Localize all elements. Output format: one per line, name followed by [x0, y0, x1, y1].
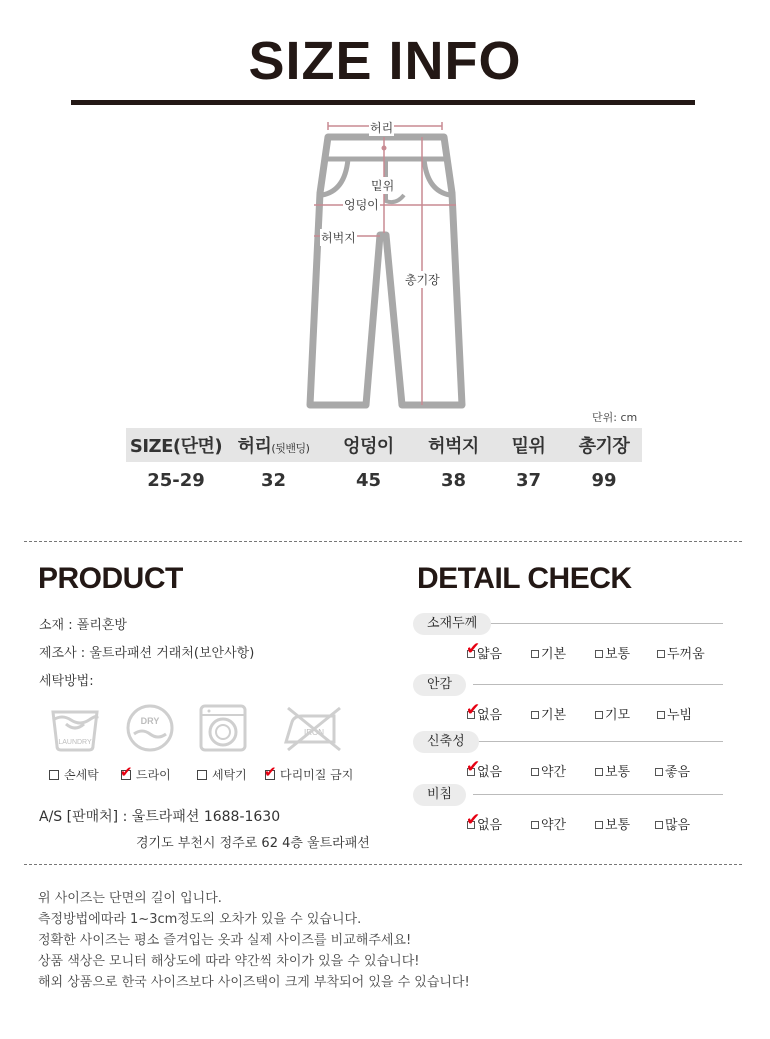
check-icon: ✔	[120, 763, 133, 781]
header-size: SIZE(단면)	[129, 436, 223, 457]
address-text: 경기도 부천시 정주로 62 4층 울트라패션	[136, 836, 370, 851]
diagram-label-rise: 밑위	[371, 179, 395, 193]
detail-option[interactable]: 기본	[531, 704, 566, 723]
check-icon: ✔	[264, 763, 277, 781]
detail-option[interactable]: 보통	[595, 761, 630, 780]
checkbox[interactable]	[466, 639, 481, 659]
checkbox[interactable]	[466, 700, 481, 720]
detail-option[interactable]: 기모	[595, 704, 630, 723]
checkbox[interactable]	[531, 821, 539, 829]
detail-option[interactable]: 많음	[655, 814, 690, 833]
cell-length: 99	[591, 469, 617, 491]
checkbox[interactable]	[595, 650, 603, 658]
checkbox[interactable]	[120, 763, 133, 781]
detail-option[interactable]: ✔ 없음	[466, 810, 503, 833]
detail-option[interactable]: 보통	[595, 643, 630, 662]
checkbox[interactable]	[595, 821, 603, 829]
detail-option[interactable]: ✔ 없음	[466, 700, 503, 723]
detail-option[interactable]: 누빔	[657, 704, 692, 723]
maker-text: 제조사 : 울트라패션 거래처(보안사항)	[39, 646, 255, 661]
diagram-label-hip: 엉덩이	[344, 198, 379, 212]
checkbox[interactable]	[531, 650, 539, 658]
wash-method-label: 세탁방법:	[39, 674, 94, 689]
detail-option[interactable]: 약간	[531, 761, 566, 780]
checkbox[interactable]	[531, 768, 539, 776]
checkbox[interactable]	[595, 768, 603, 776]
unit-label: 단위: cm	[592, 411, 638, 424]
check-icon: ✔	[466, 700, 481, 720]
pants-outline	[300, 115, 470, 415]
care-option[interactable]: 손세탁	[49, 766, 99, 783]
header-waist-note: (뒷밴딩)	[271, 442, 310, 455]
check-icon: ✔	[466, 810, 481, 830]
diagram-label-thigh: 허벅지	[321, 231, 356, 245]
no-iron-icon	[282, 702, 346, 754]
header-hip: 엉덩이	[343, 436, 394, 457]
detail-option[interactable]: 보통	[595, 814, 630, 833]
svg-text:LAUNDRY: LAUNDRY	[58, 739, 92, 746]
checkbox[interactable]	[466, 810, 481, 830]
header-waist: 허리(뒷밴딩)	[237, 436, 310, 457]
checkbox[interactable]	[466, 757, 481, 777]
section-divider	[24, 864, 742, 865]
cell-rise: 37	[515, 469, 542, 491]
diagram-label-length: 총기장	[405, 273, 440, 287]
detail-option[interactable]: ✔ 얇음	[466, 639, 503, 662]
checkbox[interactable]	[531, 711, 539, 719]
product-title: PRODUCT	[38, 562, 183, 595]
detail-label: 안감	[413, 674, 466, 696]
diagram-label-waist: 허리	[370, 121, 394, 135]
checkbox[interactable]	[595, 711, 603, 719]
checkbox[interactable]	[657, 650, 665, 658]
note-line: 정확한 사이즈는 평소 즐겨입는 옷과 실제 사이즈를 비교해주세요!	[38, 933, 412, 948]
cell-size: 25-29	[147, 469, 205, 491]
note-line: 위 사이즈는 단면의 길이 입니다.	[38, 891, 222, 906]
size-table	[126, 428, 642, 498]
note-line: 해외 상품으로 한국 사이즈보다 사이즈택이 크게 부착되어 있을 수 있습니다!	[38, 975, 470, 990]
notes	[38, 888, 470, 993]
detail-option[interactable]: 두꺼움	[657, 643, 705, 662]
laundry-icon	[49, 702, 101, 754]
as-contact: A/S [판매처] : 울트라패션 1688-1630	[39, 809, 281, 825]
header-thigh: 허벅지	[428, 436, 479, 457]
note-line: 측정방법에따라 1~3cm정도의 오차가 있을 수 있습니다.	[38, 912, 362, 927]
check-icon: ✔	[466, 757, 481, 777]
checkbox[interactable]	[49, 770, 59, 780]
detail-label: 신축성	[413, 731, 479, 753]
material-text: 소재 : 폴리혼방	[39, 618, 127, 633]
pants-diagram	[300, 115, 470, 415]
title-divider	[71, 100, 695, 105]
size-table-header	[126, 428, 642, 462]
checkbox[interactable]	[197, 770, 207, 780]
checkbox[interactable]	[657, 711, 665, 719]
detail-label: 소재두께	[413, 613, 491, 635]
detail-label: 비침	[413, 784, 466, 806]
check-icon: ✔	[466, 639, 481, 659]
header-rise: 밑위	[511, 436, 546, 457]
cell-waist: 32	[260, 469, 287, 491]
section-divider	[24, 541, 742, 542]
note-line: 상품 색상은 모니터 해상도에 따라 약간씩 차이가 있을 수 있습니다!	[38, 954, 420, 969]
dry-clean-icon	[124, 702, 176, 754]
checkbox[interactable]	[655, 768, 663, 776]
cell-hip: 45	[355, 469, 382, 491]
cell-thigh: 38	[440, 469, 467, 491]
detail-option[interactable]: 기본	[531, 643, 566, 662]
page-title: SIZE INFO	[248, 31, 522, 91]
detail-check-title: DETAIL CHECK	[417, 562, 632, 595]
care-option[interactable]: ✔ 드라이	[120, 763, 171, 782]
detail-option[interactable]: 약간	[531, 814, 566, 833]
svg-text:DRY: DRY	[140, 716, 160, 726]
header-length: 총기장	[578, 436, 630, 457]
care-option[interactable]: ✔ 다리미질 금지	[264, 763, 354, 782]
checkbox[interactable]	[655, 821, 663, 829]
table-row	[126, 462, 642, 498]
detail-option[interactable]: ✔ 없음	[466, 757, 503, 780]
washing-machine-icon	[197, 702, 249, 754]
detail-option[interactable]: 좋음	[655, 761, 690, 780]
checkbox[interactable]	[264, 763, 277, 781]
care-option[interactable]: 세탁기	[197, 766, 247, 783]
svg-text:IRON: IRON	[304, 728, 324, 737]
